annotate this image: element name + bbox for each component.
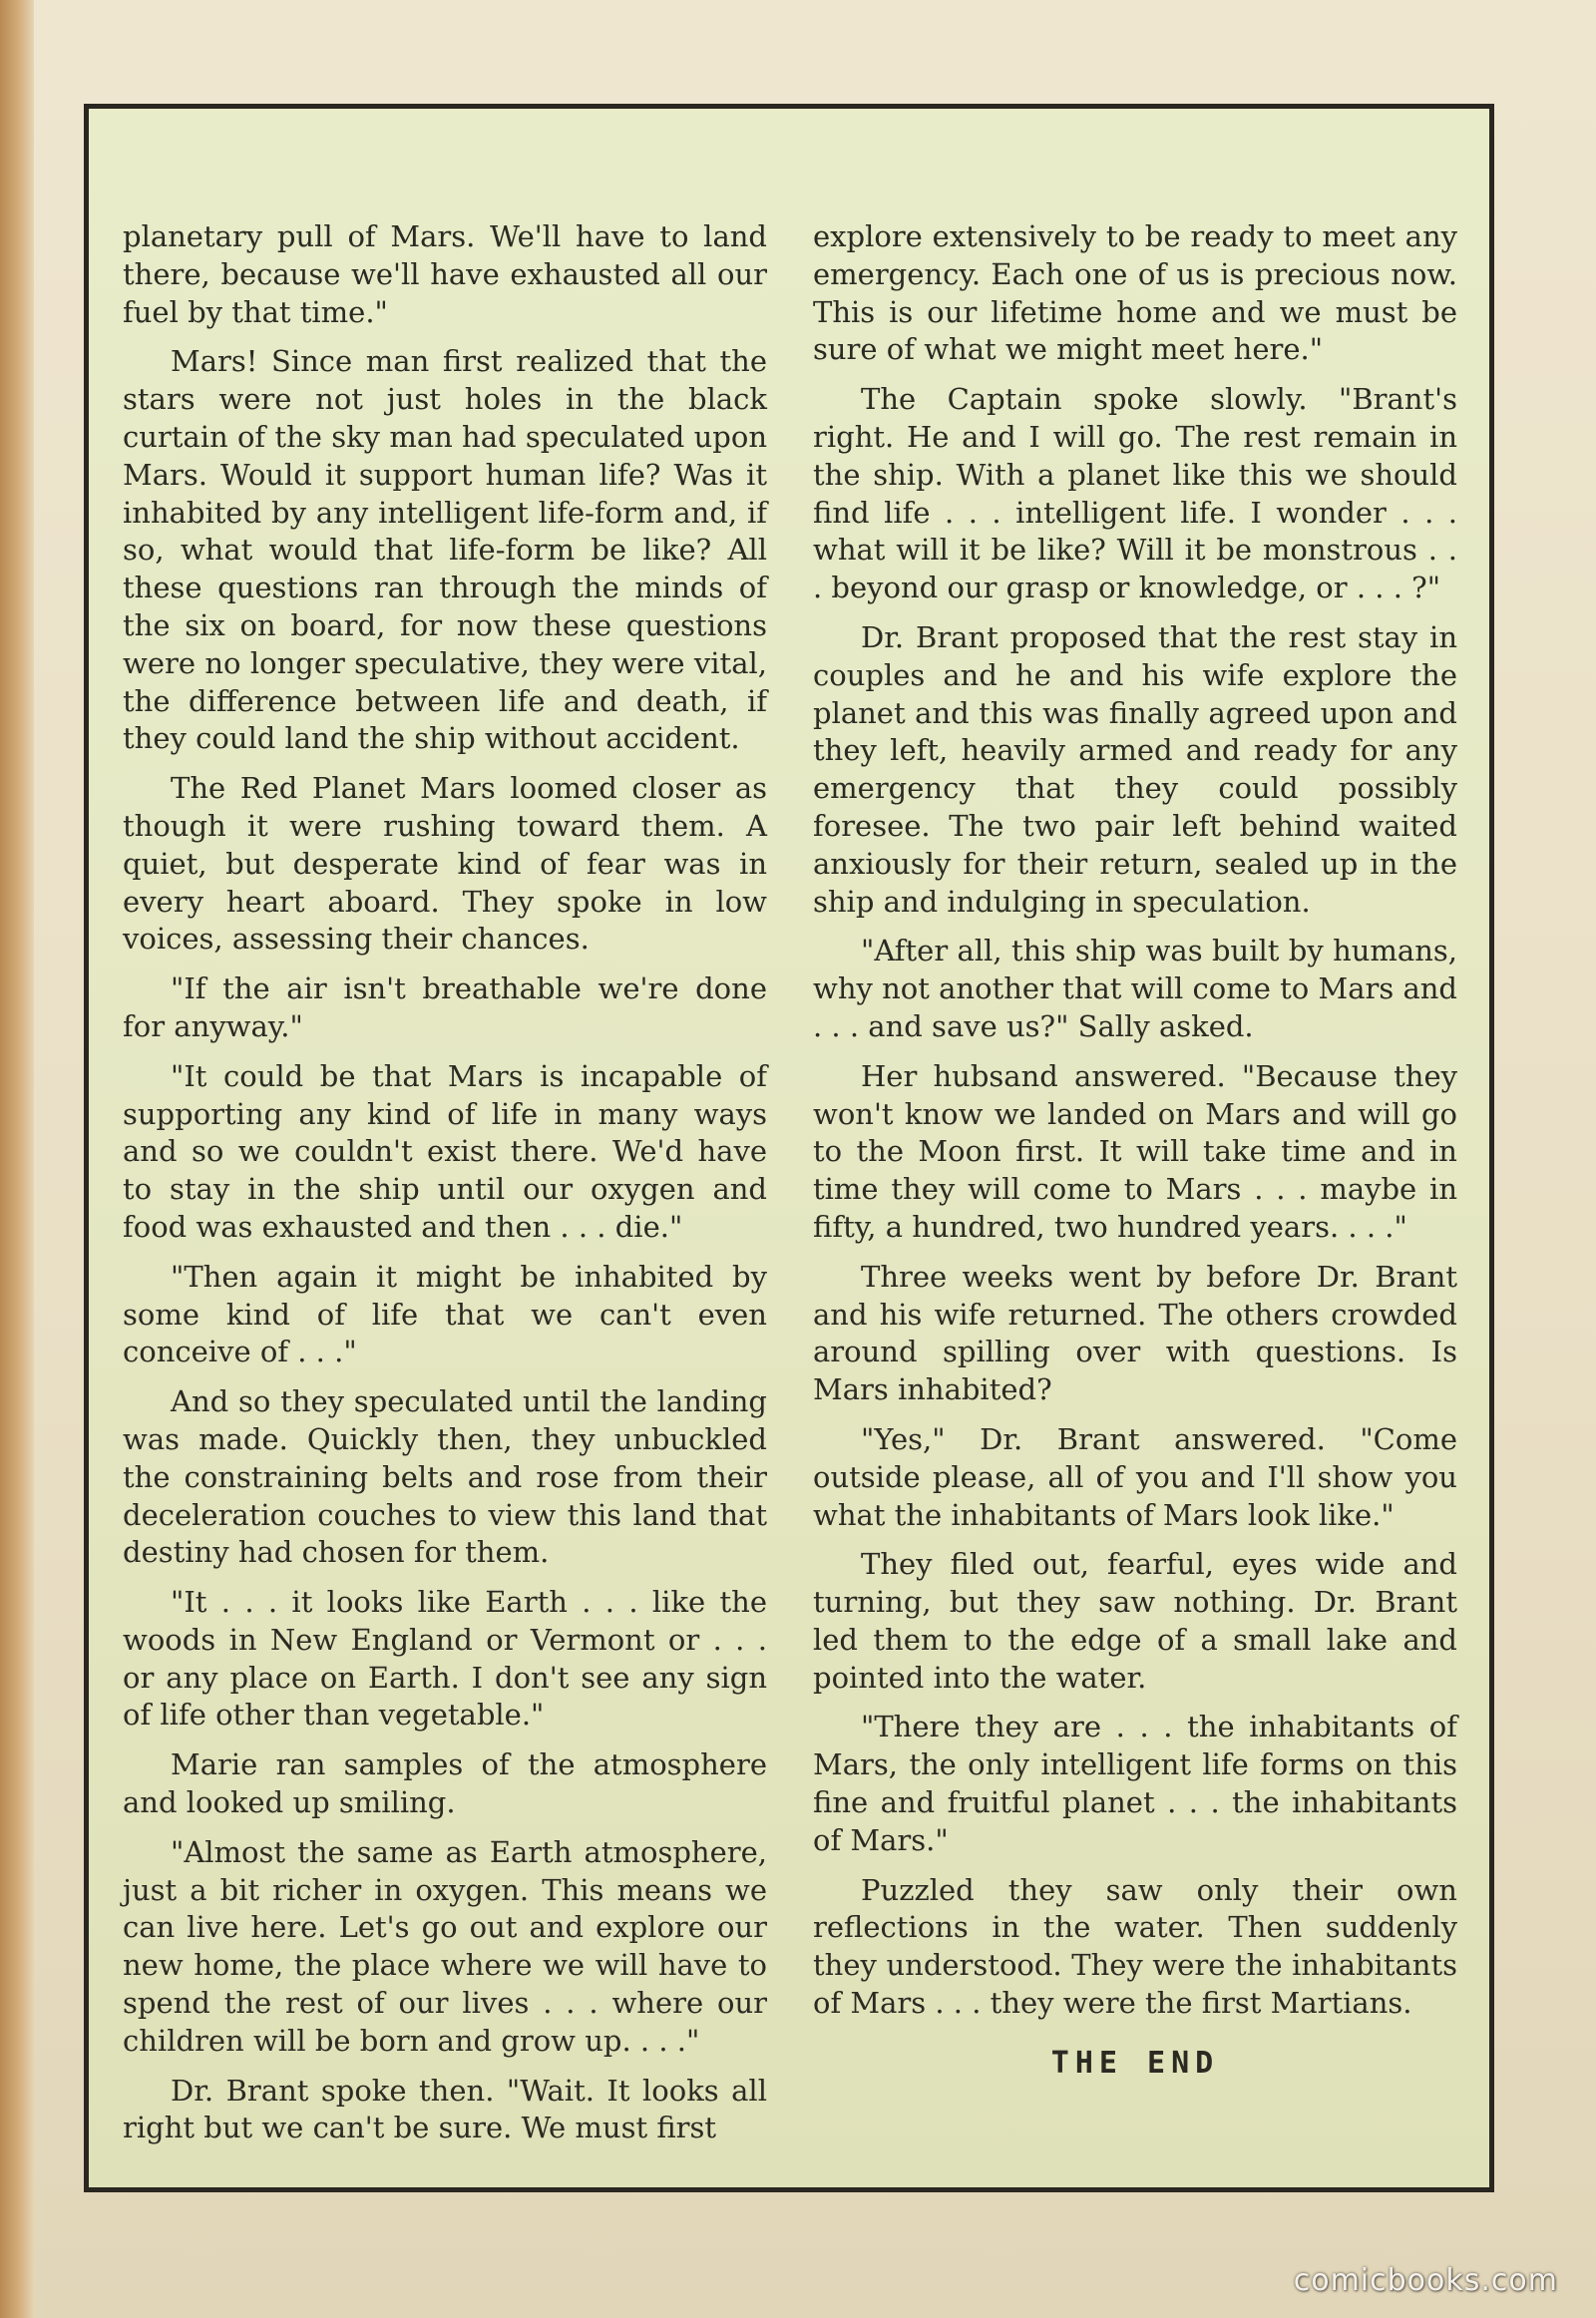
paragraph: "It could be that Mars is incapable of supporting any kind of life in many ways and so we couldn't exist there. We'd have to stay in the ship until our oxygen and food was exhausted and then . . . die." (123, 1058, 767, 1244)
paragraph: "Yes," Dr. Brant answered. "Come outside please, all of you and I'll show you what the inhabitants of Mars look like." (813, 1421, 1457, 1532)
paragraph: "Then again it might be inhabited by some kind of life that we can't even conceive of . . ." (123, 1259, 767, 1369)
paragraph: Marie ran samples of the atmosphere and looked up smiling. (123, 1747, 767, 1820)
paragraph: "Almost the same as Earth atmosphere, just a bit richer in oxygen. This means we can live here. Let's go out and explore our new home, the place where we will have to spend the rest of our lives . . . where our children will be born and grow up. . . ." (123, 1834, 767, 2058)
paragraph: And so they speculated until the landing was made. Quickly then, they unbuckled the constraining belts and rose from their deceleration couches to view this land that destiny had chosen for them. (123, 1384, 767, 1570)
paragraph: Her hubsand answered. "Because they won't know we landed on Mars and will go to the Moon first. It will take time and in time they will come to Mars . . . maybe in fifty, a hundred, two hundred years. . . ." (813, 1058, 1457, 1244)
left-column (123, 218, 767, 2159)
text-panel (84, 104, 1494, 2192)
paragraph: The Captain spoke slowly. "Brant's right. He and I will go. The rest remain in the ship. With a planet like this we should find life . . . intelligent life. I wonder . . . what will it be like? Will it be monstrous . . . beyond our grasp or knowledge, or . . . ?" (813, 382, 1457, 605)
paragraph: Three weeks went by before Dr. Brant and his wife returned. The others crowded around spilling over with questions. Is Mars inhabited? (813, 1259, 1457, 1407)
paragraph: Dr. Brant spoke then. "Wait. It looks all right but we can't be sure. We must first (123, 2073, 767, 2145)
paragraph: "After all, this ship was built by humans, why not another that will come to Mars and . . . and save us?" Sally asked. (813, 934, 1457, 1043)
page-spine-edge (0, 0, 34, 2318)
site-watermark: comicbooks.com (1293, 2263, 1558, 2298)
paragraph: Puzzled they saw only their own reflections in the water. Then suddenly they understood. They were the inhabitants of Mars . . . they were the first Martians. (813, 1872, 1457, 2021)
paragraph: explore extensively to be ready to meet any emergency. Each one of us is precious now. This is our lifetime home and we must be sure of what we might meet here." (813, 219, 1457, 367)
paragraph: Dr. Brant proposed that the rest stay in couples and he and his wife explore the planet and this was finally agreed upon and they left, heavily armed and ready for any emergency that they could possibly foresee. The two pair left behind waited anxiously for their return, sealed up in the ship and indulging in speculation. (813, 619, 1457, 919)
paragraph: They filed out, fearful, eyes wide and turning, but they saw nothing. Dr. Brant led them to the edge of a small lake and pointed into the water. (813, 1547, 1457, 1695)
paragraph: "It . . . it looks like Earth . . . like the woods in New England or Vermont or . . . or any place on Earth. I don't see any sign of life other than vegetable." (123, 1585, 767, 1733)
paragraph: "If the air isn't breathable we're done for anyway." (123, 971, 767, 1043)
paragraph: The Red Planet Mars loomed closer as though it were rushing toward them. A quiet, but desperate kind of fear was in every heart aboard. They spoke in low voices, assessing their chances. (123, 771, 767, 957)
paragraph: Mars! Since man first realized that the stars were not just holes in the black curtain of the sky man had speculated upon Mars. Would it support human life? Was it inhabited by any intelligent life-form and, if so, what would that life-form be like? All these questions ran through the minds of the six on board, for now these questions were no longer speculative, they were vital, the difference between life and death, if they could land the ship without accident. (123, 344, 767, 756)
paragraph: "There they are . . . the inhabitants of Mars, the only intelligent life forms on this fine and fruitful planet . . . the inhabitants of Mars." (813, 1710, 1457, 1857)
paragraph: planetary pull of Mars. We'll have to land there, because we'll have exhausted all our fuel by that time." (123, 219, 767, 329)
the-end-label: THE END (1050, 2045, 1220, 2081)
right-column (813, 218, 1457, 2083)
